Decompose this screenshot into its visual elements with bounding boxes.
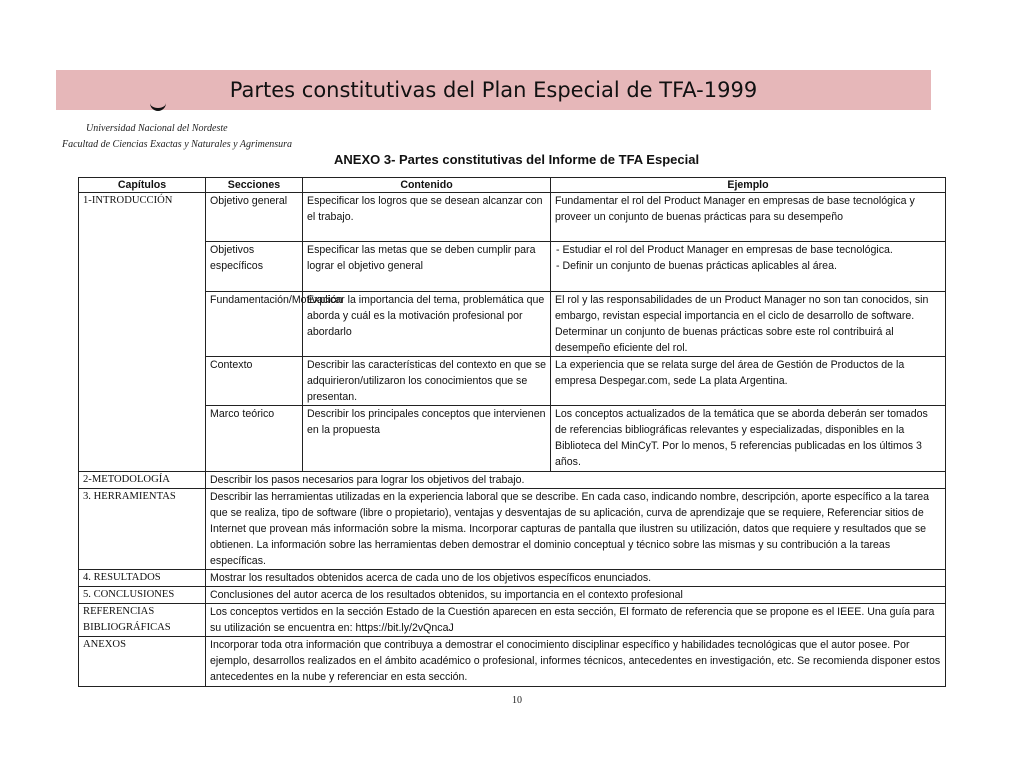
example-cell: Fundamentar el rol del Product Manager en empresas de base tecnológica y proveer un conjunto de buenas prácticas para su desempeño [551, 193, 946, 242]
header-contenido: Contenido [303, 178, 551, 193]
content-cell: Especificar los logros que se desean alcanzar con el trabajo. [303, 193, 551, 242]
table-row [79, 357, 946, 406]
section-cell: Marco teórico [206, 406, 303, 472]
content-cell: Incorporar toda otra información que contribuya a demostrar el conocimiento disciplinar específico y habilidades tecnológicas que el autor posee. Por ejemplo, desarrollos realizados en el ámbito académico o profesional, informes técnicos, antecedentes en investigación, etc. Se recomienda disponer estos antecedentes en la nube y referenciar en esta sección. [206, 637, 946, 687]
content-cell: Los conceptos vertidos en la sección Estado de la Cuestión aparecen en esta sección, El formato de referencia que se propone es el IEEE. Una guía para su utilización se encuentra en: https://bit.ly/2vQncaJ [206, 604, 946, 637]
header-capitulos: Capítulos [79, 178, 206, 193]
table-row [79, 604, 946, 637]
example-bullet: - Estudiar el rol del Product Manager en empresas de base tecnológica. [556, 244, 893, 256]
example-cell: El rol y las responsabilidades de un Product Manager no son tan conocidos, sin embargo, revistan especial importancia en el ciclo de desarrollo de software. Determinar un conjunto de buenas prácticas sobre este rol contribuirá al desempeño eficiente del rol. [551, 292, 946, 357]
table-row [79, 472, 946, 489]
table-row [79, 193, 946, 242]
example-cell [551, 242, 946, 292]
page-number: 10 [512, 695, 522, 706]
section-cell: Fundamentación/Motivación [206, 292, 303, 357]
table-row [79, 570, 946, 587]
section-cell: Objetivos específicos [206, 242, 303, 292]
table-row [79, 587, 946, 604]
table-row [79, 292, 946, 357]
content-cell: Describir los pasos necesarios para lograr los objetivos del trabajo. [206, 472, 946, 489]
chapter-anexos: ANEXOS [79, 637, 206, 687]
table-row [79, 242, 946, 292]
content-cell: Explicar la importancia del tema, problemática que aborda y cuál es la motivación profesional por abordarlo [303, 292, 551, 357]
content-cell: Describir las características del contexto en que se adquirieron/utilizaron los conocimientos que se presentan. [303, 357, 551, 406]
example-cell: Los conceptos actualizados de la temática que se aborda deberán ser tomados de referencias bibliográficas relevantes y especializadas, disponibles en la Biblioteca del MinCyT. Por lo menos, 5 referencias publicadas en los últimos 3 años. [551, 406, 946, 472]
content-cell: Especificar las metas que se deben cumplir para lograr el objetivo general [303, 242, 551, 292]
annex-table [78, 177, 946, 687]
example-bullet: - Definir un conjunto de buenas prácticas aplicables al área. [556, 260, 837, 272]
content-cell: Mostrar los resultados obtenidos acerca de cada uno de los objetivos específicos enunciados. [206, 570, 946, 587]
example-cell: La experiencia que se relata surge del área de Gestión de Productos de la empresa Despegar.com, sede La plata Argentina. [551, 357, 946, 406]
chapter-referencias: REFERENCIAS BIBLIOGRÁFICAS [79, 604, 206, 637]
section-cell: Objetivo general [206, 193, 303, 242]
content-cell: Describir las herramientas utilizadas en la experiencia laboral que se describe. En cada caso, indicando nombre, descripción, aporte específico a la tarea que se realiza, tipo de software (libre o propietario), ventajas y desventajas de su aplicación, curva de aprendizaje que se requiere, Referenciar sitios de Internet que provean más información sobre la misma. Incorporar capturas de pantalla que ilustren su utilización, datos que requiere y resultados que se obtienen. La información sobre las herramientas deben demostrar el dominio conceptual y técnico sobre las mismas y su contribución a la tareas específicas. [206, 489, 946, 570]
content-cell: Describir los principales conceptos que intervienen en la propuesta [303, 406, 551, 472]
header-secciones: Secciones [206, 178, 303, 193]
chapter-introduccion: 1-INTRODUCCIÓN [79, 193, 206, 472]
slide-title-bar [56, 70, 931, 110]
annex-title: ANEXO 3- Partes constitutivas del Informe de TFA Especial [334, 152, 700, 167]
section-cell: Contexto [206, 357, 303, 406]
content-cell: Conclusiones del autor acerca de los resultados obtenidos, su importancia en el contexto profesional [206, 587, 946, 604]
table-row [79, 637, 946, 687]
chapter-herramientas: 3. HERRAMIENTAS [79, 489, 206, 570]
header-ejemplo: Ejemplo [551, 178, 946, 193]
chapter-metodologia: 2-METODOLOGÍA [79, 472, 206, 489]
table-row [79, 406, 946, 472]
chapter-resultados: 4. RESULTADOS [79, 570, 206, 587]
slide-title: Partes constitutivas del Plan Especial de TFA-1999 [229, 78, 758, 102]
table-row [79, 489, 946, 570]
university-name: Universidad Nacional del Nordeste [86, 123, 228, 134]
table-header-row [79, 178, 946, 193]
faculty-name: Facultad de Ciencias Exactas y Naturales y Agrimensura [62, 139, 293, 150]
chapter-conclusiones: 5. CONCLUSIONES [79, 587, 206, 604]
